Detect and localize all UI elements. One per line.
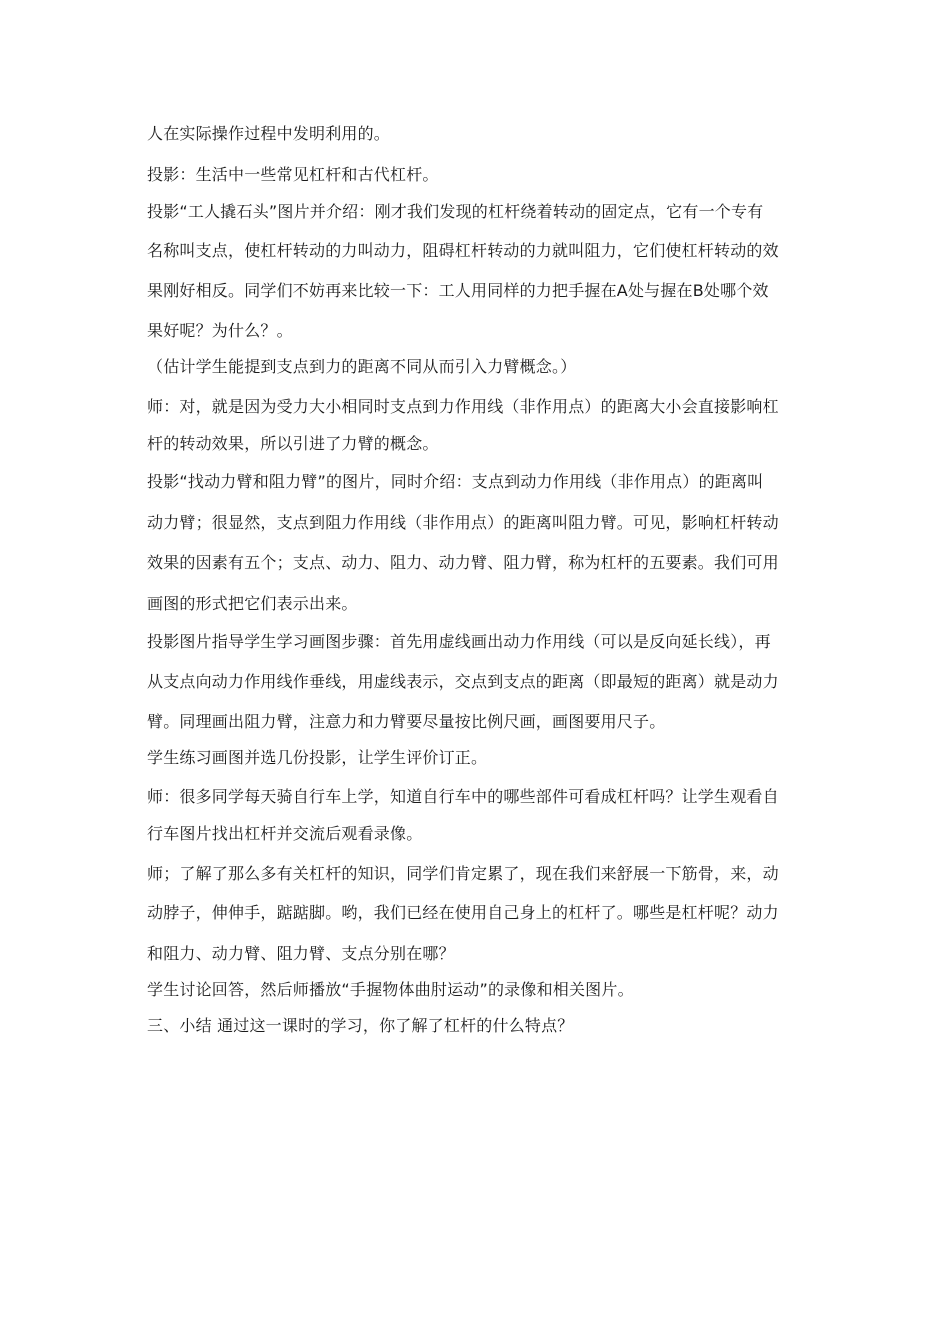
text-line: 师：对，就是因为受力大小相同时支点到力作用线（非作用点）的距离大小会直接影响杠: [147, 397, 779, 416]
text-line: 臂。同理画出阻力臂，注意力和力臂要尽量按比例尺画，画图要用尺子。: [147, 712, 666, 731]
text-line: 效果的因素有五个；支点、动力、阻力、动力臂、阻力臂，称为杠杆的五要素。我们可用: [147, 553, 779, 572]
text-line: 动脖子，伸伸手，踮踮脚。哟，我们已经在使用自己身上的杠杆了。哪些是杠杆呢？动力: [147, 903, 779, 922]
text-line: 果好呢？为什么？。: [147, 321, 293, 340]
text-line: 投影“找动力臂和阻力臂”的图片，同时介绍：支点到动力作用线（非作用点）的距离叫: [147, 472, 764, 491]
text-line: 果刚好相反。同学们不妨再来比较一下：工人用同样的力把手握在A处与握在B处哪个效: [147, 281, 769, 300]
text-line: 三、小结 通过这一课时的学习，你了解了杠杆的什么特点？: [147, 1016, 574, 1035]
text-line: 师：很多同学每天骑自行车上学，知道自行车中的哪些部件可看成杠杆吗？让学生观看自: [147, 787, 779, 806]
text-line: 动力臂；很显然，支点到阻力作用线（非作用点）的距离叫阻力臂。可见，影响杠杆转动: [147, 513, 779, 532]
text-line: （估计学生能提到支点到力的距离不同从而引入力臂概念。）: [147, 357, 577, 376]
text-line: 人在实际操作过程中发明利用的。: [147, 124, 391, 143]
text-line: 投影：生活中一些常见杠杆和古代杠杆。: [147, 165, 439, 184]
text-line: 行车图片找出杠杆并交流后观看录像。: [147, 824, 423, 843]
text-line: 学生练习画图并选几份投影，让学生评价订正。: [147, 748, 488, 767]
text-line: 名称叫支点，使杠杆转动的力叫动力，阻碍杠杆转动的力就叫阻力，它们使杠杆转动的效: [147, 241, 779, 260]
text-line: 画图的形式把它们表示出来。: [147, 594, 358, 613]
text-line: 投影“工人撬石头”图片并介绍：刚才我们发现的杠杆绕着转动的固定点，它有一个专有: [147, 202, 764, 221]
text-line: 投影图片指导学生学习画图步骤：首先用虚线画出动力作用线（可以是反向延长线），再: [147, 632, 771, 651]
text-line: 杆的转动效果，所以引进了力臂的概念。: [147, 434, 439, 453]
text-line: 学生讨论回答，然后师播放“手握物体曲肘运动”的录像和相关图片。: [147, 980, 634, 999]
text-line: 和阻力、动力臂、阻力臂、支点分别在哪？: [147, 944, 455, 963]
text-line: 从支点向动力作用线作垂线，用虚线表示，交点到支点的距离（即最短的距离）就是动力: [147, 672, 779, 691]
text-line: 师；了解了那么多有关杠杆的知识，同学们肯定累了，现在我们来舒展一下筋骨，来，动: [147, 864, 779, 883]
